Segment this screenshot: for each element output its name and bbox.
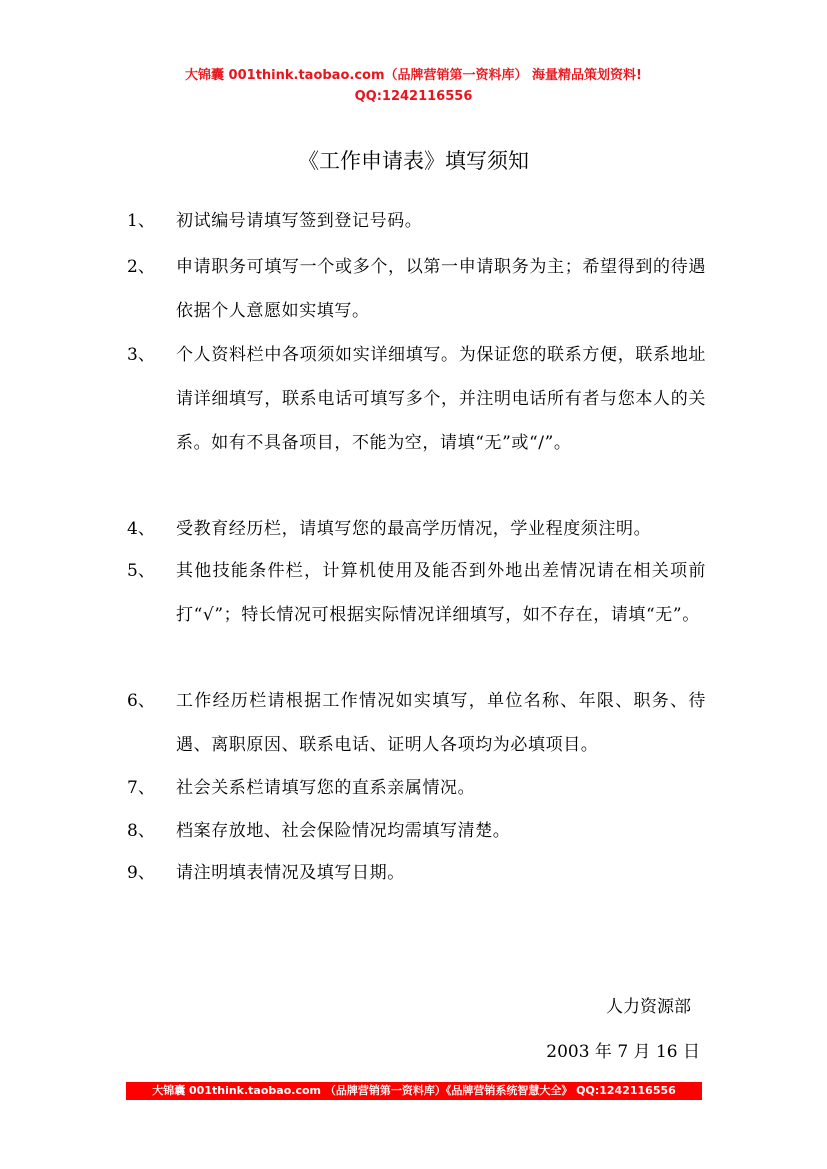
item-text: 受教育经历栏，请填写您的最高学历情况，学业程度须注明。 [176, 519, 652, 539]
item-text: 请注明填表情况及填写日期。 [176, 863, 405, 883]
item-number: 5、 [127, 561, 155, 581]
item-number: 2、 [127, 257, 155, 277]
header-qq-line: QQ:1242116556 [354, 89, 473, 104]
signature-department: 人力资源部 [606, 997, 691, 1017]
item-text: 申请职务可填写一个或多个，以第一申请职务为主；希望得到的待遇依据个人意愿如实填写。 [176, 257, 706, 321]
item-number: 4、 [127, 519, 155, 539]
item-text: 社会关系栏请填写您的直系亲属情况。 [176, 778, 476, 798]
item-text: 初试编号请填写签到登记号码。 [176, 211, 423, 231]
item-number: 7、 [127, 778, 155, 798]
item-number: 6、 [127, 691, 155, 711]
item-text: 其他技能条件栏，计算机使用及能否到外地出差情况请在相关项前打“√”；特长情况可根据实际情况详细填写，如不存在，请填“无”。 [176, 561, 706, 625]
header-promo-line: 大锦囊 001think.taobao.com（品牌营销第一资料库） 海量精品策划资料! [185, 68, 642, 83]
item-number: 9、 [127, 863, 155, 883]
item-text: 档案存放地、社会保险情况均需填写清楚。 [176, 821, 511, 841]
item-text: 工作经历栏请根据工作情况如实填写，单位名称、年限、职务、待遇、离职原因、联系电话、证明人各项均为必填项目。 [176, 691, 706, 755]
signature-date: 2003 年 7 月 16 日 [546, 1042, 700, 1062]
item-number: 1、 [127, 211, 155, 231]
footer-banner: 大锦囊 001think.taobao.com （品牌营销第一资料库）《品牌营销系统智慧大全》 QQ:1242116556 [126, 1082, 702, 1100]
document-title: 《工作申请表》填写须知 [298, 149, 529, 173]
item-number: 3、 [127, 345, 155, 365]
item-number: 8、 [127, 821, 155, 841]
item-text: 个人资料栏中各项须如实详细填写。为保证您的联系方便，联系地址请详细填写，联系电话可填写多个，并注明电话所有者与您本人的关系。如有不具备项目，不能为空，请填“无”或“/”。 [176, 345, 706, 453]
